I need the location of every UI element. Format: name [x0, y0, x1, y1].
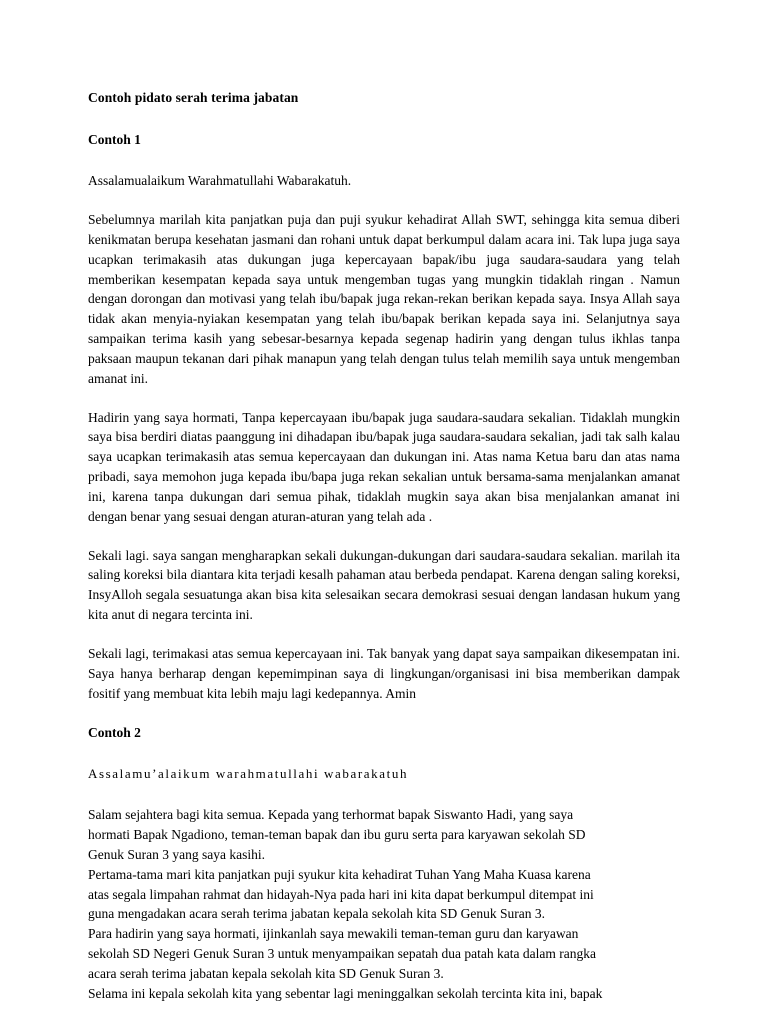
paragraph-1-3: Sekali lagi. saya sangan mengharapkan sekali dukungan-dukungan dari saudara-saudara sekalian. marilah ita saling koreksi bila diantara kita terjadi kesalh pahaman atau berbeda pendapat. Karena dengan saling koreksi, InsyAlloh segala sesuatunga akan bisa kita selesaikan secara demokrasi sesuai dengan landasan hukum yang kita anut di negara tercinta ini. [88, 547, 680, 623]
paragraph-2-line: sekolah SD Negeri Genuk Suran 3 untuk menyampaikan sepatah dua patah kata dalam rangka [88, 946, 596, 962]
paragraph-1-1: Sebelumnya marilah kita panjatkan puja dan puji syukur kehadirat Allah SWT, sehingga kita semua diberi kenikmatan berupa kesehatan jasmani dan rohani untuk dapat berkumpul dalam acara ini. Tak lupa juga saya ucapkan terimakasih atas dukungan juga kepercayaan bapak/ibu juga saudara-saudara yang telah memberikan kesempatan kepada saya untuk mengemban tugas yang mungkin tidaklah ringan . Namun dengan dorongan dan motivasi yang telah ibu/bapak juga rekan-rekan berikan kepada saya. Insya Allah saya tidak akan menyia-nyiakan kesempatan yang telah ibu/bapak berikan kepada saya ini. Selanjutnya saya sampaikan terima kasih yang sebesar-besarnya kepada segenap hadirin yang dengan tulus ikhlas tanpa paksaan maupun tekanan dari pihak manapun yang telah dengan tulus telah memilih saya untuk mengemban amanat ini. [88, 211, 680, 386]
paragraph-greeting-2: Assalamu’alaikum warahmatullahi wabarakatuh [88, 766, 409, 782]
paragraph-2-line: Pertama-tama mari kita panjatkan puji syukur kita kehadirat Tuhan Yang Maha Kuasa karena [88, 866, 591, 882]
paragraph-2-line: Para hadirin yang saya hormati, ijinkanlah saya mewakili teman-teman guru dan karyawan [88, 926, 579, 942]
paragraph-2-block [88, 805, 680, 1003]
paragraph-1-2: Hadirin yang saya hormati, Tanpa kepercayaan ibu/bapak juga saudara-saudara sekalian. Tidaklah mungkin saya bisa berdiri diatas paanggung ini dihadapan ibu/bapak juga saudara-saudara sekalian, jadi tak salh kalau saya ucapkan terimakasih atas semua kepercayaan dan dukungan ini. Atas nama Ketua baru dan atas nama pribadi, saya memohon juga kepada ibu/bapa juga rekan sekalian untuk bersama-sama menjalankan amanat ini, karena tanpa dukungan dari semua pihak, tidaklah mugkin saya akan bisa menjalankan amanat ini dengan benar yang sesuai dengan aturan-aturan yang telah ada . [88, 409, 680, 524]
paragraph-2-line: Selama ini kepala sekolah kita yang sebentar lagi meninggalkan sekolah tercinta kita ini, bapak [88, 985, 603, 1001]
paragraph-2-line: hormati Bapak Ngadiono, teman-teman bapak dan ibu guru serta para karyawan sekolah SD [88, 827, 586, 843]
paragraph-2-line: acara serah terima jabatan kepala sekolah kita SD Genuk Suran 3. [88, 965, 444, 981]
document-body [88, 88, 680, 1023]
paragraph-2-line: Genuk Suran 3 yang saya kasihi. [88, 846, 265, 862]
paragraph-greeting-1: Assalamualaikum Warahmatullahi Wabarakatuh. [88, 173, 352, 189]
section-heading-contoh-2: Contoh 2 [88, 724, 141, 740]
paragraph-1-4: Sekali lagi, terimakasi atas semua kepercayaan ini. Tak banyak yang dapat saya sampaikan dikesempatan ini. Saya hanya berharap dengan kepemimpinan saya di lingkungan/organisasi ini bisa memberikan dampak fositif yang membuat kita lebih maju lagi kedepannya. Amin [88, 646, 680, 701]
paragraph-2-line: guna mengadakan acara serah terima jabatan kepala sekolah kita SD Genuk Suran 3. [88, 906, 545, 922]
page-title: Contoh pidato serah terima jabatan [88, 90, 299, 105]
section-heading-contoh-1: Contoh 1 [88, 131, 141, 147]
paragraph-2-line: Salam sejahtera bagi kita semua. Kepada yang terhormat bapak Siswanto Hadi, yang saya [88, 807, 574, 823]
paragraph-2-line: atas segala limpahan rahmat dan hidayah-Nya pada hari ini kita dapat berkumpul ditempat ini [88, 886, 594, 902]
